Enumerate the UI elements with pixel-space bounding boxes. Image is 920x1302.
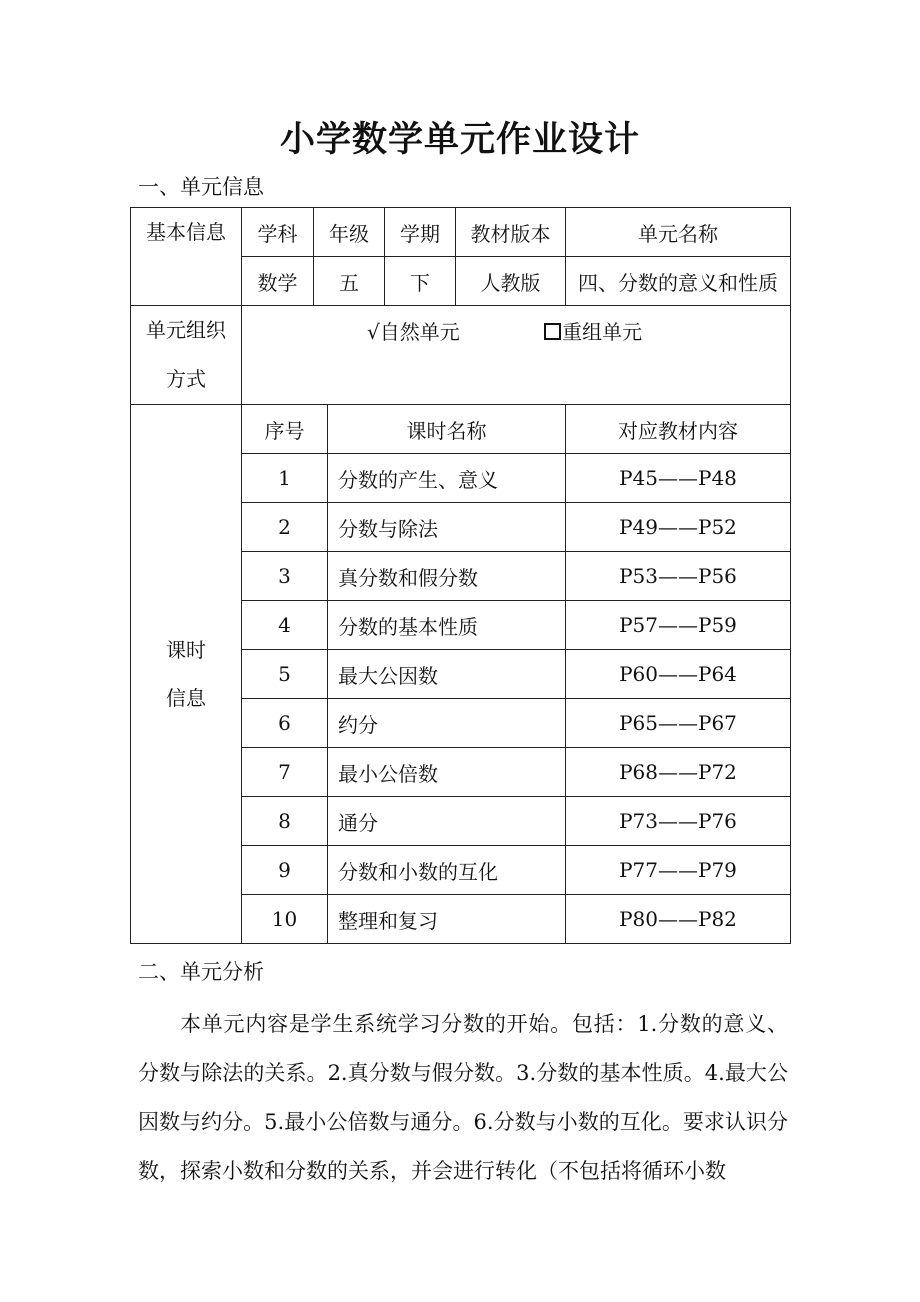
header-lesson-name: 课时名称 [328,405,566,454]
header-subject: 学科 [242,208,314,257]
lesson-no: 10 [242,895,328,944]
lesson-name: 约分 [328,699,566,748]
analysis-paragraph: 本单元内容是学生系统学习分数的开始。包括：1.分数的意义、分数与除法的关系。2.真分数与假分数。3.分数的基本性质。4.最大公因数与约分。5.最小公倍数与通分。6.分数与小数的互化。要求认识分数，探索小数和分数的关系，并会进行转化（不包括将循环小数 [138,1012,788,1183]
lesson-name: 最大公因数 [328,650,566,699]
lesson-pages: P49——P52 [566,503,791,552]
lesson-name: 分数的产生、意义 [328,454,566,503]
lesson-info-label [131,405,242,944]
lesson-pages: P45——P48 [566,454,791,503]
org-options [242,306,791,405]
lesson-name: 通分 [328,797,566,846]
basic-info-header-row [131,208,791,257]
header-pages: 对应教材内容 [566,405,791,454]
lesson-pages: P80——P82 [566,895,791,944]
value-subject: 数学 [242,257,314,306]
lesson-pages: P60——P64 [566,650,791,699]
org-label [131,306,242,405]
lesson-pages: P65——P67 [566,699,791,748]
lesson-pages: P77——P79 [566,846,791,895]
lesson-no: 3 [242,552,328,601]
section-heading-unit-analysis: 二、单元分析 [138,960,264,984]
lesson-name: 分数和小数的互化 [328,846,566,895]
lesson-name: 整理和复习 [328,895,566,944]
section-heading-unit-info: 一、单元信息 [138,175,264,199]
lesson-no: 6 [242,699,328,748]
lesson-pages: P53——P56 [566,552,791,601]
check-mark-icon: √ [367,320,380,344]
lesson-name: 真分数和假分数 [328,552,566,601]
lesson-no: 7 [242,748,328,797]
value-grade: 五 [314,257,385,306]
checkbox-icon [544,323,561,340]
lesson-pages: P57——P59 [566,601,791,650]
lesson-name: 分数的基本性质 [328,601,566,650]
org-row [131,306,791,405]
value-unit-name: 四、分数的意义和性质 [566,257,791,306]
basic-info-label: 基本信息 [131,208,242,306]
page-title: 小学数学单元作业设计 [279,120,640,160]
lesson-label-line2: 信息 [166,686,206,710]
option-natural-unit-label: 自然单元 [379,320,460,344]
option-regrouped-unit-label: 重组单元 [562,320,643,344]
header-term: 学期 [385,208,456,257]
lesson-name: 分数与除法 [328,503,566,552]
org-label-line1: 单元组织 [146,318,226,342]
lesson-header-row [131,405,791,454]
lesson-name: 最小公倍数 [328,748,566,797]
lesson-no: 8 [242,797,328,846]
option-natural-unit[interactable] [367,316,460,345]
header-grade: 年级 [314,208,385,257]
lesson-no: 4 [242,601,328,650]
value-edition: 人教版 [456,257,566,306]
lesson-pages: P68——P72 [566,748,791,797]
org-label-line2: 方式 [166,367,206,391]
value-term: 下 [385,257,456,306]
lesson-no: 2 [242,503,328,552]
lesson-no: 5 [242,650,328,699]
header-edition: 教材版本 [456,208,566,257]
header-no: 序号 [242,405,328,454]
unit-info-table [130,207,791,944]
header-unit-name: 单元名称 [566,208,791,257]
lesson-no: 9 [242,846,328,895]
lesson-no: 1 [242,454,328,503]
lesson-pages: P73——P76 [566,797,791,846]
lesson-label-line1: 课时 [166,638,206,662]
option-regrouped-unit[interactable] [544,316,642,345]
